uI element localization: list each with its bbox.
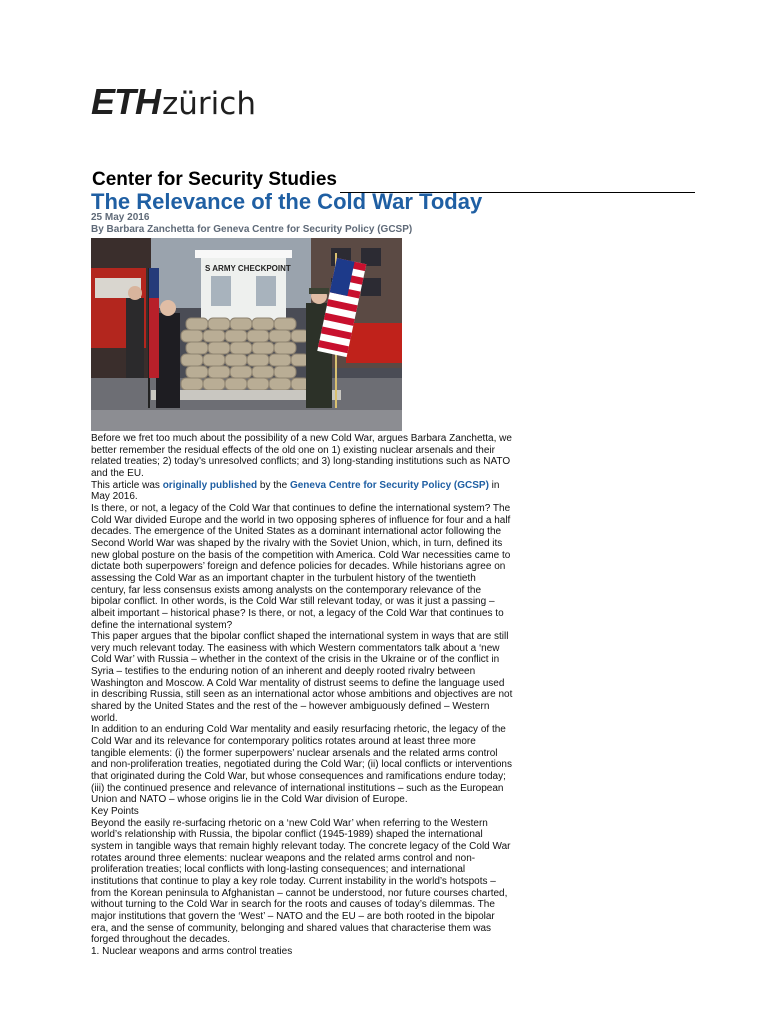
body-paragraph-2: This paper argues that the bipolar conflict shaped the international system in ways that are still very much relevant today. The easiness with which Western commentators talk about a ‘new Cold War’ with Russia – whether in the context of the crisis in the Ukraine or of the conflict in Syria – testifies to the enduring notion of an inherent and deeply rooted rivalry between Washington and Moscow. A Cold War mentality of distrust seems to define the language used in describing Russia, still seen as an international actor whose ambitions and objectives are not shared by the United States and the rest of the – however ambiguously defined – Western world. [91, 631, 513, 724]
article-body [91, 433, 513, 958]
logo-zurich: zürich [162, 86, 256, 122]
body-paragraph-1: Is there, or not, a legacy of the Cold War that continues to define the international system? The Cold War divided Europe and the world in two opposing spheres of influence for four and a half decades. The emergence of the United States as a dominant international actor following the Second World War was shaped by the rivalry with the Soviet Union, which, in turn, defined its new global posture on the basis of the competition with America. Cold War necessities came to dictate both superpowers’ foreign and defence policies for decades. While historians agree on assessing the Cold War as an important chapter in the turbulent history of the twentieth century, far less consensus exists among analysts on the contemporary relevance of the bipolar conflict. In other words, is the Cold War still relevant today, or was it just a passing – albeit important – historical phase? Is there, or not, a legacy of the Cold War that continues to define the international system? [91, 502, 511, 631]
eth-zurich-logo[interactable] [91, 80, 256, 124]
article-date: 25 May 2016 [91, 212, 150, 223]
gcsp-link[interactable]: Geneva Centre for Security Policy (GCSP) [289, 479, 489, 491]
section-heading-1: 1. Nuclear weapons and arms control treaties [91, 945, 293, 957]
checkpoint-sign: S ARMY CHECKPOINT [205, 264, 291, 273]
intro-paragraph: Before we fret too much about the possibility of a new Cold War, argues Barbara Zanchetta, we better remember the residual effects of the old one on 1) existing nuclear arsenals and their related treaties; 2) today’s unresolved conflicts; and 3) long-standing institutions such as NATO and the EU. [91, 433, 512, 479]
body-paragraph-4: Beyond the easily re-surfacing rhetoric on a ‘new Cold War’ when referring to the Western world’s relationship with Russia, the bipolar conflict (1945-1989) shaped the international system in tangible ways that remain highly relevant today. The concrete legacy of the Cold War rotates around three elements: nuclear weapons and the related arms control and non-proliferation treaties; local conflicts with long-lasting consequences; and international institutions that continue to play a key role today. Current instability in the world’s hotspots – from the Korean peninsula to Afghanistan – cannot be understood, nor future courses charted, without turning to the Cold War in search for the roots and causes of today’s dilemmas. The major institutions that govern the ‘West’ – NATO and the EU – are both rooted in the bipolar era, and the sense of community, belonging and shared values that characterise them was forged throughout the decades. [91, 817, 511, 946]
checkpoint-photo [91, 238, 402, 431]
published-suffix: in May 2016. [91, 479, 500, 503]
article-title: The Relevance of the Cold War Today [91, 189, 483, 214]
published-mid: by the [257, 479, 290, 491]
body-paragraph-3: In addition to an enduring Cold War mentality and easily resurfacing rhetoric, the legacy of the Cold War and its relevance for contemporary politics rotates around at least three more tangible elements: (i) the former superpowers’ nuclear arsenals and the related arms control and non-proliferation treaties, negotiated during the Cold War; (ii) local conflicts or interventions that originated during the Cold War, but whose consequences and ramifications endure today; (iii) the continued presence and relevance of international institutions – such as the European Union and NATO – whose origins lie in the Cold War division of Europe. [91, 724, 512, 806]
center-title: Center for Security Studies [92, 169, 337, 190]
published-note [91, 480, 513, 503]
published-prefix: This article was [91, 479, 163, 491]
originally-published-link[interactable]: originally published [162, 479, 258, 491]
key-points-heading: Key Points [91, 806, 139, 817]
article-byline: By Barbara Zanchetta for Geneva Centre for Security Policy (GCSP) [91, 224, 413, 235]
logo-eth: ETH [91, 81, 160, 122]
